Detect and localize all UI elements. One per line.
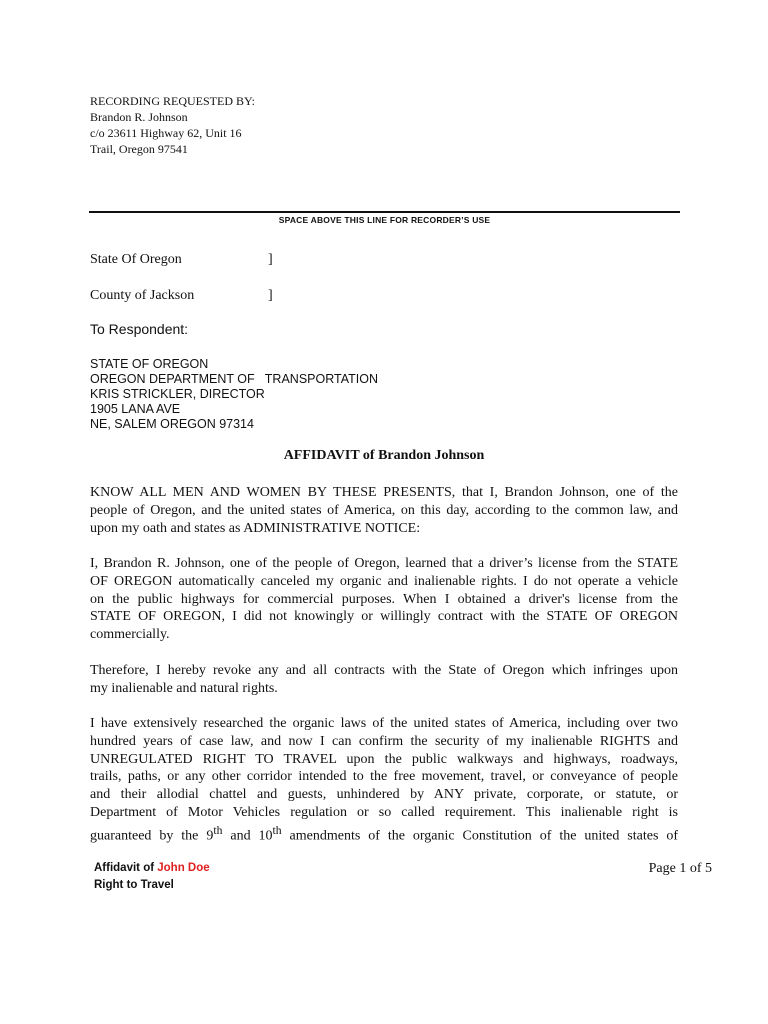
- paragraph-line: on the public highways for commercial purposes. When I obtained a driver's license from the: [90, 591, 678, 607]
- paragraph-line: commercially.: [90, 627, 170, 642]
- page-number: Page 1 of 5: [648, 861, 712, 876]
- paragraph-line: KNOW ALL MEN AND WOMEN BY THESE PRESENTS, that I, Brandon Johnson, one of the: [90, 485, 678, 500]
- paragraph-presents: [90, 484, 678, 537]
- paragraph-line: my inalienable and natural rights.: [90, 680, 278, 696]
- venue-county-bracket: ]: [268, 288, 273, 303]
- ordinal-superscript: th: [213, 823, 223, 837]
- paragraph-line: upon my oath and states as ADMINISTRATIVE NOTICE:: [90, 520, 421, 536]
- amendments-text-before: guaranteed by the 9: [90, 828, 214, 844]
- paragraph-line: I, Brandon R. Johnson, one of the people of Oregon, learned that a driver’s license from the STATE: [90, 556, 678, 571]
- venue-state-label: State Of Oregon: [90, 252, 182, 267]
- paragraph-line: Therefore, I hereby revoke any and all contracts with the State of Oregon which infringes upon: [90, 663, 678, 678]
- paragraph-line: hundred years of case law, and now I can confirm the security of my inalienable RIGHTS and: [90, 733, 678, 749]
- paragraph-line: UNREGULATED RIGHT TO TRAVEL upon the public walkways and highways, roadways,: [90, 751, 678, 767]
- recording-name: Brandon R. Johnson: [90, 110, 188, 124]
- recording-requested-block: [90, 93, 255, 157]
- venue-county-row: [90, 288, 273, 304]
- recording-address-line-2: Trail, Oregon 97541: [90, 142, 188, 156]
- venue-state-bracket: ]: [268, 252, 273, 267]
- respondent-line-2: OREGON DEPARTMENT OF TRANSPORTATION: [90, 372, 378, 386]
- venue-county-label: County of Jackson: [90, 288, 195, 303]
- paragraph-line-amendments: [90, 822, 678, 845]
- paragraph-revoke: [90, 662, 678, 698]
- venue-state-row: [90, 252, 273, 268]
- respondent-line-1: STATE OF OREGON: [90, 357, 209, 371]
- recording-heading: RECORDING REQUESTED BY:: [90, 94, 255, 108]
- respondent-line-3: KRIS STRICKLER, DIRECTOR: [90, 387, 265, 401]
- respondent-line-4: 1905 LANA AVE: [90, 402, 181, 416]
- affidavit-title: AFFIDAVIT of Brandon Johnson: [283, 448, 485, 463]
- paragraph-line: OF OREGON automatically canceled my organic and inalienable rights. I do not operate a vehicle: [90, 573, 678, 589]
- paragraph-line: I have extensively researched the organic laws of the united states of America, including over two: [90, 716, 678, 731]
- footer-affidavit-line: [94, 860, 210, 877]
- paragraph-line: people of Oregon, and the united states of America, on this day, according to the common law, and: [90, 502, 678, 518]
- paragraph-line: STATE OF OREGON, I did not knowingly or willingly contract with the STATE OF OREGON: [90, 609, 678, 625]
- paragraph-line: trails, paths, or any other corridor intended to the free movement, travel, or conveyance of people: [90, 769, 678, 785]
- amendments-text-after: amendments of the organic Constitution of the united states of: [281, 828, 678, 844]
- recording-address-line-1: c/o 23611 Highway 62, Unit 16: [90, 126, 242, 140]
- respondent-line-5: NE, SALEM OREGON 97314: [90, 417, 254, 431]
- paragraph-line: Department of Motor Vehicles regulation or so called requirement. This inalienable right is: [90, 804, 678, 820]
- respondent-address-block: [90, 357, 378, 432]
- to-respondent-label: To Respondent:: [90, 321, 189, 337]
- footer-document-label: [94, 860, 210, 894]
- footer-affidavit-prefix: Affidavit of: [94, 862, 158, 874]
- ordinal-superscript: th: [272, 823, 282, 837]
- recorder-note: SPACE ABOVE THIS LINE FOR RECORDER’S USE: [278, 215, 491, 225]
- paragraph-research: [90, 715, 678, 845]
- footer-subtitle: Right to Travel: [94, 879, 174, 891]
- paragraph-license: [90, 555, 678, 644]
- amendments-text-middle: and 10: [222, 828, 273, 844]
- footer-name-highlight: John Doe: [157, 862, 210, 874]
- recorder-divider-line: [89, 211, 680, 213]
- paragraph-line: and their allodial chattel and guests, unhindered by ANY private, corporate, or statute, or: [90, 787, 678, 802]
